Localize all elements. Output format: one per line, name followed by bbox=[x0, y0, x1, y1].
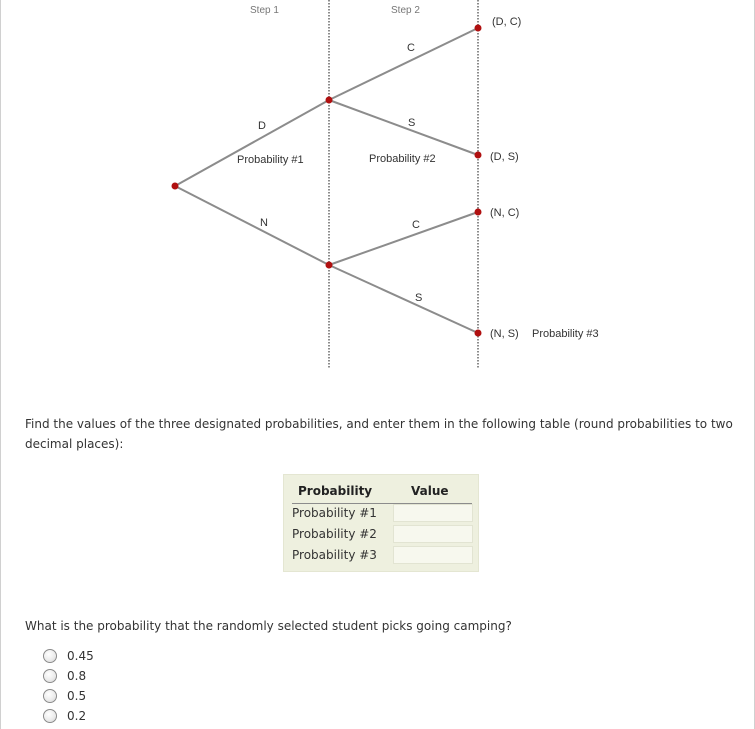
branch-nc bbox=[329, 212, 478, 265]
option-label: 0.5 bbox=[67, 689, 87, 703]
branch-d-label: D bbox=[258, 120, 266, 132]
option-0-2[interactable] bbox=[43, 708, 86, 724]
radio-button[interactable] bbox=[43, 709, 57, 723]
table-row-label: Probability #2 bbox=[292, 527, 377, 541]
branch-ds bbox=[329, 100, 478, 155]
option-0-5[interactable] bbox=[43, 688, 86, 704]
probability-table bbox=[283, 474, 479, 572]
step2-label: Step 2 bbox=[391, 5, 420, 16]
table-row-label: Probability #3 bbox=[292, 548, 377, 562]
option-label: 0.8 bbox=[67, 669, 87, 683]
question-text: What is the probability that the randomly selected student picks going camping? bbox=[25, 619, 512, 633]
header-probability: Probability bbox=[298, 484, 373, 498]
probability-2-label: Probability #2 bbox=[369, 153, 436, 165]
outcome-dc: (D, C) bbox=[492, 16, 522, 28]
option-label: 0.2 bbox=[67, 709, 87, 723]
branch-nc-label: C bbox=[412, 219, 420, 231]
probability-3-input[interactable] bbox=[393, 546, 473, 564]
radio-button[interactable] bbox=[43, 649, 57, 663]
outcome-nc: (N, C) bbox=[490, 207, 520, 219]
option-label: 0.45 bbox=[67, 649, 94, 663]
root-node bbox=[172, 183, 179, 190]
branch-ns bbox=[329, 265, 478, 333]
leaf-nc bbox=[475, 209, 482, 216]
table-header-row bbox=[292, 483, 472, 504]
outcome-ds: (D, S) bbox=[490, 151, 519, 163]
branch-ds-label: S bbox=[408, 117, 416, 129]
option-0-8[interactable] bbox=[43, 668, 86, 684]
option-0-45[interactable] bbox=[43, 648, 94, 664]
step1-label: Step 1 bbox=[250, 5, 279, 16]
header-value: Value bbox=[411, 484, 449, 498]
leaf-ns bbox=[475, 330, 482, 337]
branch-dc-label: C bbox=[407, 42, 415, 54]
branch-d bbox=[175, 100, 329, 186]
branch-dc bbox=[329, 28, 478, 100]
outcome-ns: (N, S) bbox=[490, 328, 519, 340]
node-n bbox=[326, 262, 333, 269]
instructions-text: Find the values of the three designated probabilities, and enter them in the following table (round probabilities to two decimal places): bbox=[25, 417, 733, 451]
branch-n bbox=[175, 186, 329, 265]
probability-1-label: Probability #1 bbox=[237, 154, 304, 166]
probability-3-label: Probability #3 bbox=[532, 328, 599, 340]
radio-button[interactable] bbox=[43, 689, 57, 703]
probability-1-input[interactable] bbox=[393, 504, 473, 522]
leaf-dc bbox=[475, 25, 482, 32]
leaf-ds bbox=[475, 152, 482, 159]
branch-n-label: N bbox=[260, 217, 268, 229]
radio-button[interactable] bbox=[43, 669, 57, 683]
branch-ns-label: S bbox=[415, 292, 423, 304]
node-d bbox=[326, 97, 333, 104]
table-row-label: Probability #1 bbox=[292, 506, 377, 520]
probability-2-input[interactable] bbox=[393, 525, 473, 543]
